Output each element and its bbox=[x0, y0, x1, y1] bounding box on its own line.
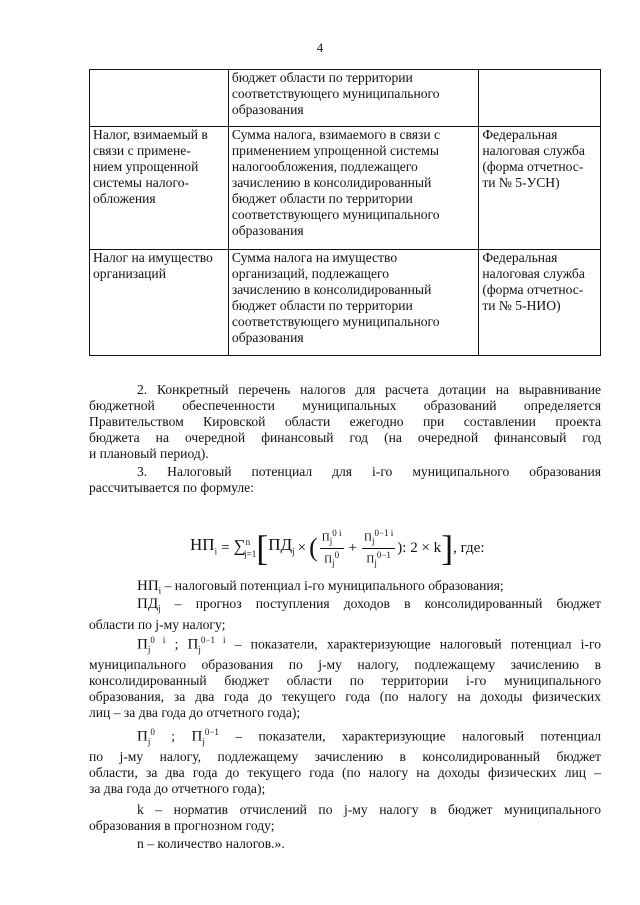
cell-text: соответствующего муниципального bbox=[231, 86, 440, 101]
cell-text: налогообложения, подлежащего bbox=[231, 159, 418, 174]
table-cell-tax-name bbox=[90, 250, 229, 356]
table-row bbox=[90, 70, 601, 127]
page-number: 4 bbox=[316, 40, 324, 55]
text-line: рассчитывается по формуле: bbox=[89, 480, 254, 495]
cell-text: организаций, подлежащего bbox=[231, 266, 390, 281]
cell-text: ти № 5-НИО) bbox=[482, 298, 561, 313]
left-bracket: [ bbox=[256, 528, 269, 568]
times-sign: × bbox=[297, 540, 307, 556]
cell-text: ти № 5-УСН) bbox=[482, 175, 560, 190]
cell-text: зачислению в консолидированный bbox=[231, 282, 432, 297]
text-line: и плановый период). bbox=[89, 446, 209, 461]
table-row bbox=[90, 250, 601, 356]
text-line: 3. Налоговый потенциал для i-го муниципального образования bbox=[137, 464, 601, 479]
cell-text: бюджет области по территории bbox=[231, 70, 413, 85]
tax-sources-table bbox=[89, 69, 601, 356]
cell-text: налоговая служба bbox=[482, 143, 585, 158]
cell-text: (форма отчетнос- bbox=[482, 159, 584, 174]
cell-text: бюджет области по территории bbox=[231, 191, 413, 206]
table-cell-tax-name bbox=[90, 127, 229, 250]
left-paren: ( bbox=[309, 533, 318, 562]
cell-text: Сумма налога на имущество bbox=[231, 250, 398, 265]
text-line: 2. Конкретный перечень налогов для расчета дотации на выравнивание bbox=[137, 382, 601, 397]
cell-text: организаций bbox=[93, 266, 166, 281]
cell-text: Федеральная bbox=[482, 127, 558, 142]
text-line: Правительством Кировской области ежегодно при составлении проекта bbox=[89, 414, 601, 429]
text-line: бюджета на очередной финансовый год (на очередной финансовый год bbox=[89, 430, 601, 445]
cell-text: применением упрощенной системы bbox=[231, 143, 440, 158]
definition-p: $П_j^0$ ; $П_j^{0-1}$ – показатели, характеризующие налоговый потенциал по j-му налогу, подлежащему зачислению в консолидированный бюджет области, за два года до текущего года (по налогу на доходы физических лиц – за два года до отчетного года); bbox=[89, 727, 602, 797]
definition-k: k – норматив отчислений по j-му налогу в бюджет муниципального образования в прогнозном году; bbox=[89, 802, 601, 833]
cell-text: налоговая служба bbox=[482, 266, 585, 281]
cell-text: соответствующего муниципального bbox=[231, 207, 440, 222]
cell-text: обложения bbox=[93, 191, 156, 206]
table-cell-description bbox=[228, 250, 478, 356]
table-cell-source bbox=[479, 127, 601, 250]
cell-text: системы налого- bbox=[93, 175, 190, 190]
tax-potential-formula: $НП_i$ = ∑$^n_{j=1}$ [ $ПД_j$ × ( $\frac{П_j^{0 i}}{П_j^0}$ + $\frac{П_j^{0-1 i}}{П_j^{0-1}}$ ): 2 × k ] , где: bbox=[190, 527, 485, 568]
cell-text: Налог, взимаемый в bbox=[93, 127, 208, 142]
formula-pd: $ПД_j$ bbox=[268, 534, 295, 557]
paragraph-2 bbox=[89, 382, 601, 462]
cell-text: соответствующего муниципального bbox=[231, 314, 440, 329]
text-line: бюджетной обеспеченности муниципальных образований определяется bbox=[89, 398, 601, 413]
cell-text: зачислению в консолидированный bbox=[231, 175, 432, 190]
cell-text: (форма отчетнос- bbox=[482, 282, 584, 297]
table-cell-description bbox=[228, 70, 478, 127]
plus-sign: + bbox=[348, 540, 357, 556]
formula-lhs: $НП_i$ bbox=[190, 534, 218, 557]
right-bracket: ] bbox=[441, 528, 454, 568]
table-cell-source bbox=[479, 250, 601, 356]
cell-text: нием упрощенной bbox=[93, 159, 199, 174]
definition-pd: $ПД_j$ – прогноз поступления доходов в консолидированный бюджет области по j-му налогу; bbox=[89, 596, 601, 632]
table-cell-tax-name bbox=[90, 70, 229, 127]
formula-where: , где: bbox=[453, 540, 485, 556]
table-cell-description bbox=[228, 127, 478, 250]
cell-text: бюджет области по территории bbox=[231, 298, 413, 313]
definition-n: n – количество налогов.». bbox=[137, 836, 285, 851]
definition-np: $НП_i$ – налоговый потенциал i-го муниципального образования; bbox=[137, 578, 504, 596]
definition-pi: $П_j^{0 i}$ ; $П_j^{0-1 i}$ – показатели, характеризующие налоговый потенциал i-го муниципального образования по j-му налогу, подлежащему зачислению в консолидированный бюджет области по территории i-го муниципального образования, за два года до текущего года (по налогу на доходы физических лиц – за два года до отчетного года); bbox=[89, 635, 601, 721]
cell-text: связи с примене- bbox=[93, 143, 191, 158]
cell-text: образования bbox=[231, 102, 304, 117]
formula-sum: ∑$^n_{j=1}$ bbox=[233, 537, 257, 559]
cell-text: образования bbox=[231, 223, 304, 238]
fraction-1: $\frac{П_j^{0 i}}{П_j^0}$ bbox=[321, 527, 342, 568]
cell-text: Налог на имущество bbox=[93, 250, 213, 265]
fraction-2: $\frac{П_j^{0-1 i}}{П_j^{0-1}}$ bbox=[363, 527, 394, 568]
table-cell-source bbox=[479, 70, 601, 127]
cell-text: Сумма налога, взимаемого в связи с bbox=[231, 127, 441, 142]
cell-text: Федеральная bbox=[482, 250, 558, 265]
cell-text: образования bbox=[231, 330, 304, 345]
formula-tail: ): 2 × k bbox=[397, 540, 442, 556]
paragraph-3 bbox=[89, 464, 601, 496]
table-row bbox=[90, 127, 601, 250]
